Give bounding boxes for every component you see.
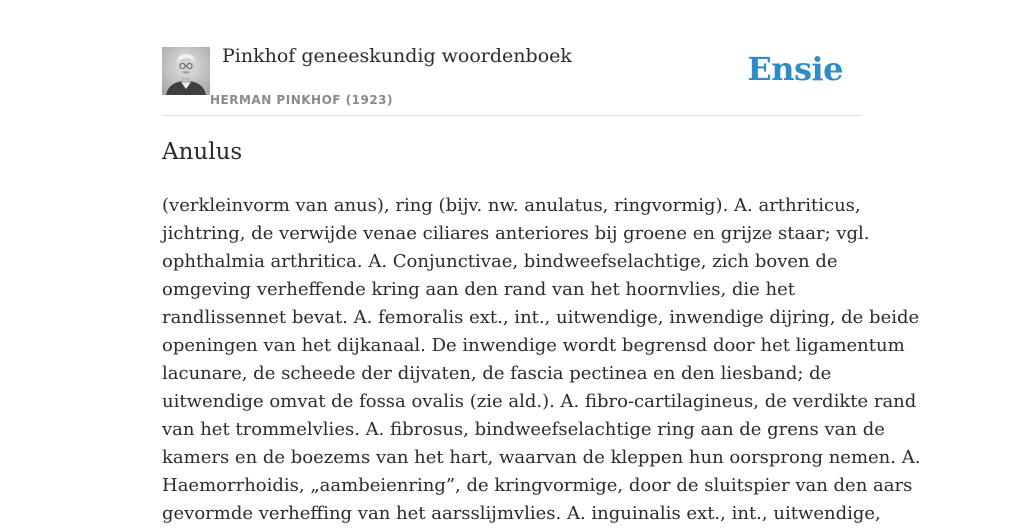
source-author: HERMAN PINKHOF (1923) bbox=[210, 93, 394, 107]
entry-body-line: (verkleinvorm van anus), ring (bijv. nw. anulatus, ringvormig). A. arthriticus, bbox=[162, 195, 861, 216]
brand-logo[interactable]: Ensie bbox=[747, 50, 843, 88]
author-portrait-icon bbox=[162, 47, 210, 95]
source-title[interactable]: Pinkhof geneeskundig woordenboek bbox=[222, 45, 572, 67]
entry-page bbox=[162, 0, 921, 524]
entry-body-line: van het trommelvlies. A. fibrosus, bindweefselachtige ring aan de grens van de bbox=[162, 419, 885, 440]
entry-body-line: randlissennet bevat. A. femoralis ext., int., uitwendige, inwendige dijring, de beide bbox=[162, 307, 920, 328]
author-avatar[interactable] bbox=[162, 47, 210, 95]
entry-body-line: ophthalmia arthritica. A. Conjunctivae, bindweefselachtige, zich boven de bbox=[162, 251, 838, 272]
entry-body bbox=[162, 192, 921, 528]
entry-body-line: kamers en de boezems van het hart, waarvan de kleppen hun oorsprong nemen. A. bbox=[162, 447, 921, 468]
source-header bbox=[162, 0, 862, 116]
entry-body-line: uitwendige omvat de fossa ovalis (zie ald.). A. fibro-cartilagineus, de verdikte rand bbox=[162, 391, 917, 412]
entry-body-line: jichtring, de verwijde venae ciliares anteriores bij groene en grijze staar; vgl. bbox=[162, 223, 870, 244]
entry-body-line: Haemorrhoidis, „aambeienring”, de kringvormige, door de sluitspier van den aars bbox=[162, 475, 913, 496]
entry-body-line: lacunare, de scheede der dijvaten, de fascia pectinea en den liesband; de bbox=[162, 363, 832, 384]
entry-body-line: openingen van het dijkanaal. De inwendige wordt begrensd door het ligamentum bbox=[162, 335, 905, 356]
entry-body-line: omgeving verheffende kring aan den rand van het hoornvlies, die het bbox=[162, 279, 796, 300]
entry-title: Anulus bbox=[162, 139, 243, 165]
entry-body-line: gevormde verheffing van het aarsslijmvlies. A. inguinalis ext., int., uitwendige, bbox=[162, 503, 881, 524]
